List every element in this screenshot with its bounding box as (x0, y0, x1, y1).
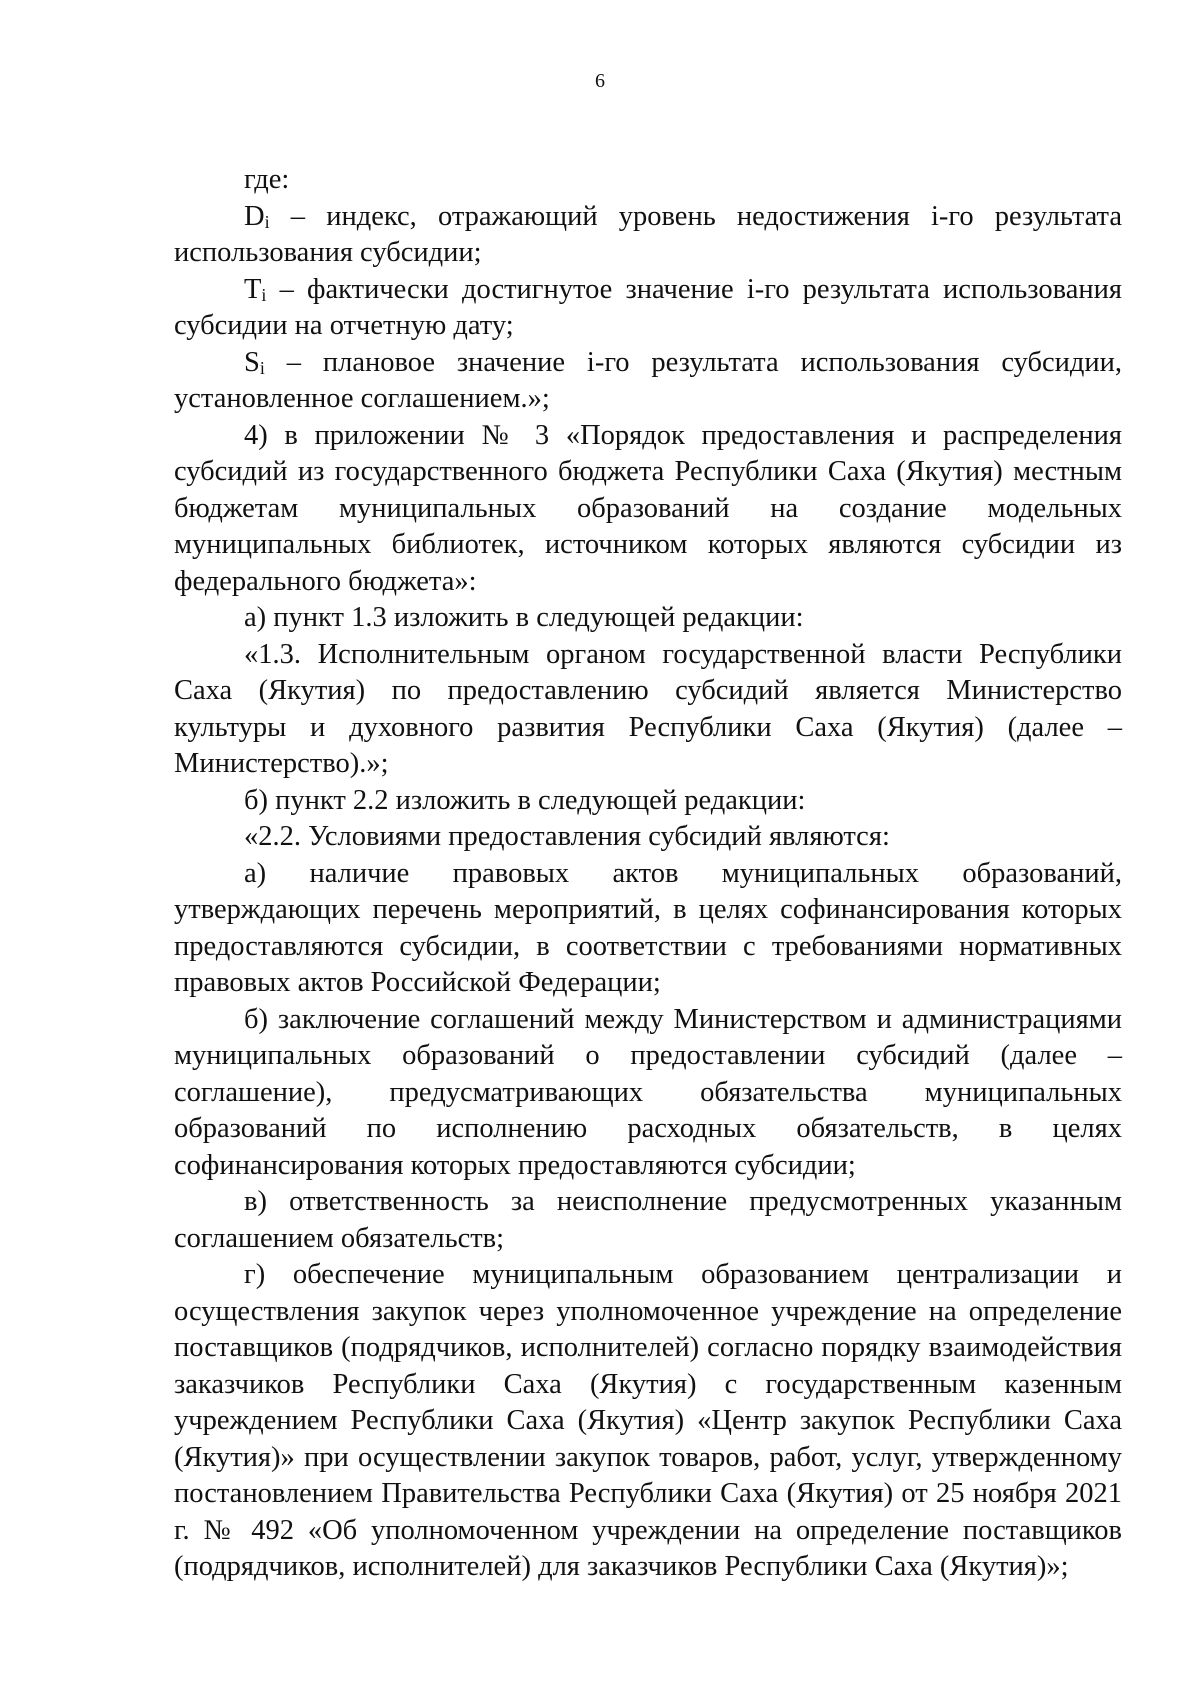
page-number: 6 (595, 70, 605, 92)
paragraph-condition-a: а) наличие правовых актов муниципальных образований, утверждающих перечень мероприятий, в целях софинансирования которых предоставляются субсидии, в соответствии с требованиями нормативных правовых актов Российской Федерации; (174, 857, 1122, 998)
formula-description: – индекс, отражающий уровень недостижения i-го результата использования субсидии; (174, 200, 1122, 268)
paragraph-clause-2-2: «2.2. Условиями предоставления субсидий являются: (244, 821, 890, 852)
paragraph-condition-b: б) заключение соглашений между Министерством и администрациями муниципальных образований о предоставлении субсидий (далее – соглашение), предусматривающих обязательства муниципальных образований по исполнению расходных обязательств, в целях софинансирования которых предоставляются субсидии; (174, 1003, 1122, 1181)
formula-description: – плановое значение i-го результата использования субсидии, установленное соглашением.»; (174, 346, 1122, 414)
formula-term-s (174, 345, 1122, 418)
intro-text: где: (244, 164, 290, 195)
formula-description: – фактически достигнутое значение i-го результата использования субсидии на отчетную дату; (174, 273, 1122, 341)
paragraph-subitem-b: б) пункт 2.2 изложить в следующей редакции: (244, 784, 806, 816)
formula-symbol: T (244, 273, 262, 305)
paragraph-item-4: 4) в приложении № 3 «Порядок предоставления и распределения субсидий из государственного бюджета Республики Саха (Якутия) местным бюджетам муниципальных образований на создание модельных муниципальных библиотек, источником которых являются субсидии из федерального бюджета»: (174, 419, 1122, 597)
document-body (174, 162, 1122, 1586)
formula-subscript: i (259, 357, 265, 378)
formula-term-d (174, 199, 1122, 272)
paragraph-condition-v: в) ответственность за неисполнение предусмотренных указанным соглашением обязательств; (174, 1186, 1122, 1254)
formula-symbol: S (244, 346, 260, 378)
formula-symbol: D (244, 200, 265, 232)
formula-subscript: i (264, 211, 270, 232)
paragraph-subitem-a: а) пункт 1.3 изложить в следующей редакции: (244, 602, 804, 633)
formula-subscript: i (261, 284, 267, 305)
formula-term-t (174, 272, 1122, 345)
paragraph-clause-1-3: «1.3. Исполнительным органом государственной власти Республики Саха (Якутия) по предоставлению субсидий является Министерство культуры и духовного развития Республики Саха (Якутия) (далее – Министерство).»; (174, 638, 1122, 779)
paragraph-condition-g: г) обеспечение муниципальным образованием централизации и осуществления закупок через уполномоченное учреждение на определение поставщиков (подрядчиков, исполнителей) согласно порядку взаимодействия заказчиков Республики Саха (Якутия) с государственным казенным учреждением Республики Саха (Якутия) «Центр закупок Республики Саха (Якутия)» при осуществлении закупок товаров, работ, услуг, утвержденному постановлением Правительства Республики Саха (Якутия) от 25 ноября 2021 г. № 492 «Об уполномоченном учреждении на определение поставщиков (подрядчиков, исполнителей) для заказчиков Республики Саха (Якутия)»; (174, 1259, 1122, 1582)
